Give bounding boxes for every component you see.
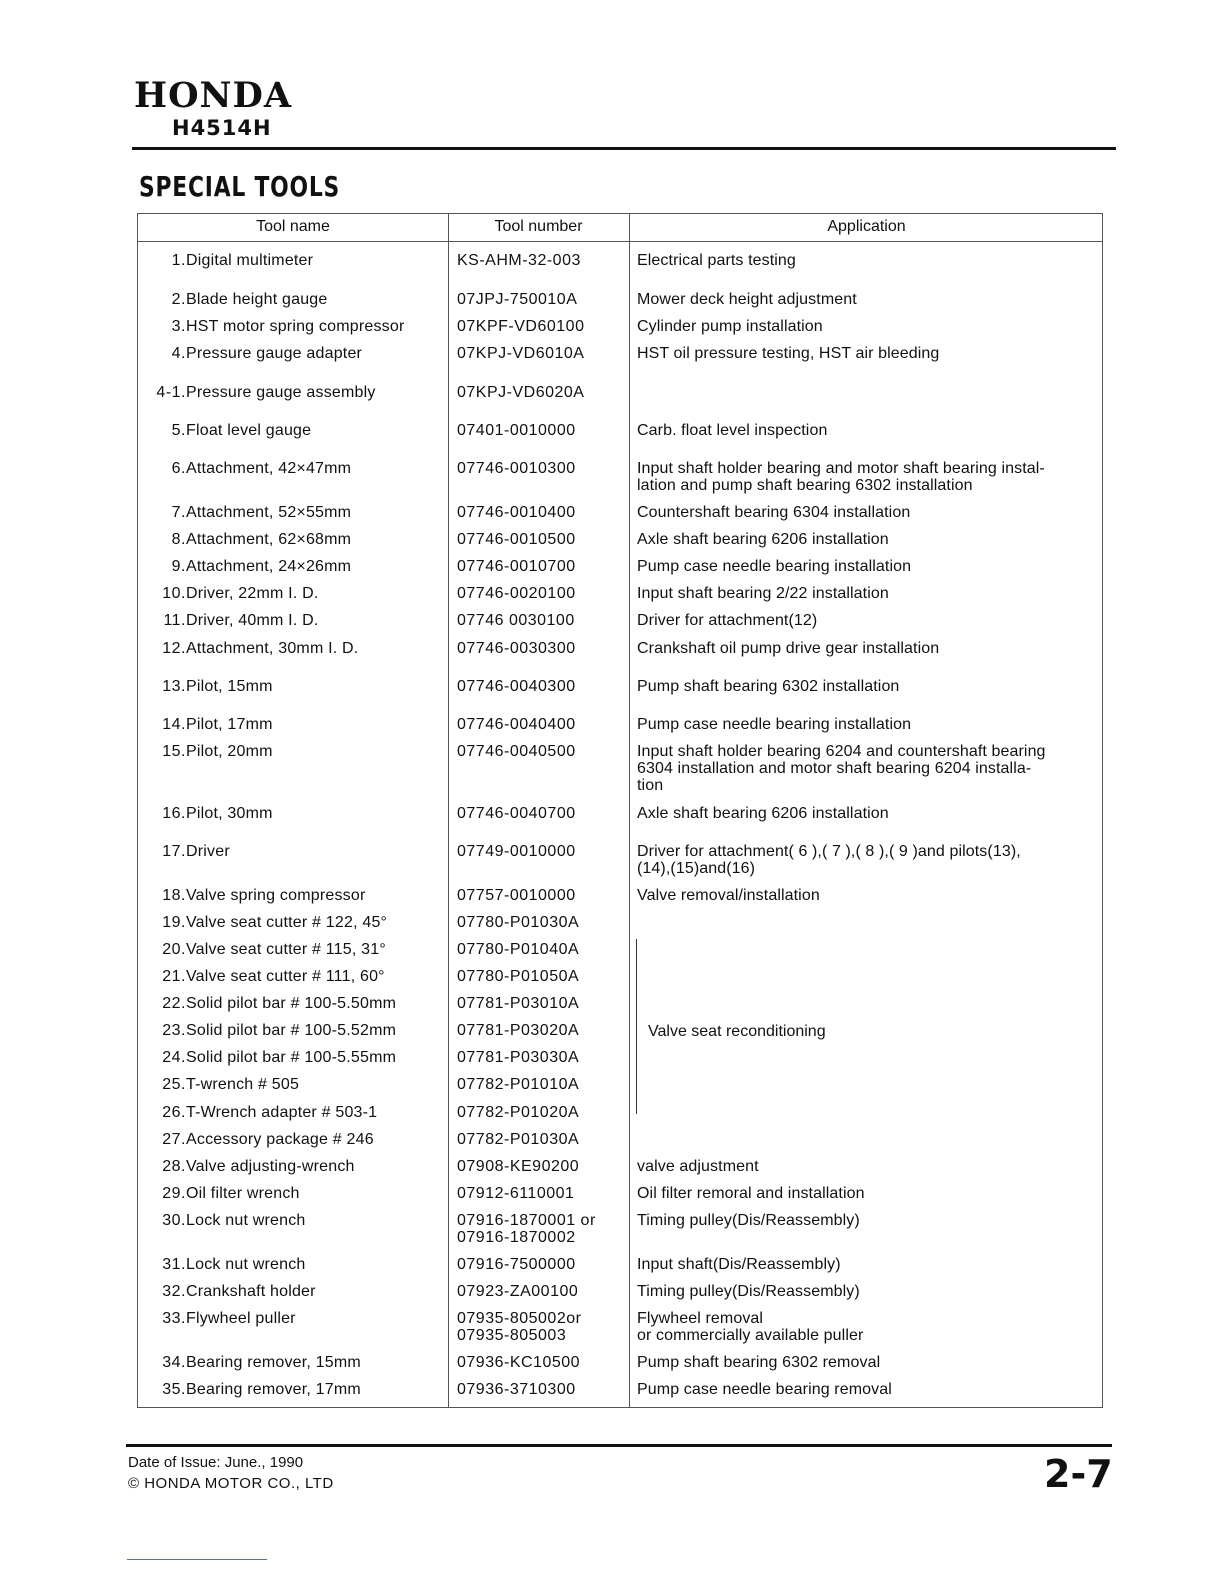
tool-number: 07KPJ-VD6010A <box>457 345 585 362</box>
row-number: 3. <box>171 318 186 335</box>
row-number: 17. <box>162 843 186 860</box>
tool-name: Blade height gauge <box>186 291 328 308</box>
tool-application: Pump shaft bearing 6302 removal <box>637 1354 881 1371</box>
tool-application: Axle shaft bearing 6206 installation <box>637 531 889 548</box>
row-number: 32. <box>162 1283 186 1300</box>
tool-application: Input shaft holder bearing 6204 and countershaft bearing 6304 installation and motor shaft bearing 6204 installa- tion <box>637 743 1046 794</box>
issue-date: Date of Issue: June., 1990 <box>128 1454 304 1471</box>
tool-name: Driver <box>186 843 230 860</box>
row-number: 29. <box>162 1185 186 1202</box>
tool-number: 07746-0010500 <box>457 531 576 548</box>
row-number: 20. <box>162 941 186 958</box>
tool-number: 07780-P01030A <box>457 914 580 931</box>
tool-name: HST motor spring compressor <box>186 318 405 335</box>
tool-application: Pump case needle bearing removal <box>637 1381 892 1398</box>
model-number: H4514H <box>172 116 272 140</box>
tool-name: Pressure gauge adapter <box>186 345 363 362</box>
row-number: 31. <box>162 1256 186 1273</box>
tool-number: 07746-0040700 <box>457 805 576 822</box>
tool-number: 07782-P01030A <box>457 1131 580 1148</box>
tool-name: Attachment, 42×47mm <box>186 460 352 477</box>
tool-application: Axle shaft bearing 6206 installation <box>637 805 889 822</box>
tool-number: 07746-0010400 <box>457 504 576 521</box>
row-number: 21. <box>162 968 186 985</box>
header-rule <box>132 147 1116 150</box>
tool-number: 07KPF-VD60100 <box>457 318 585 335</box>
row-number: 35. <box>162 1381 186 1398</box>
tool-application: Flywheel removal or commercially available puller <box>637 1310 864 1344</box>
tool-number: 07916-1870001 or 07916-1870002 <box>457 1212 596 1246</box>
tool-application: HST oil pressure testing, HST air bleeding <box>637 345 940 362</box>
tool-name: Bearing remover, 15mm <box>186 1354 361 1371</box>
tool-application: valve adjustment <box>637 1158 759 1175</box>
tool-application: Pump shaft bearing 6302 installation <box>637 678 900 695</box>
tool-application: Driver for attachment( 6 ),( 7 ),( 8 ),( 9 )and pilots(13), (14),(15)and(16) <box>637 843 1021 877</box>
row-number: 34. <box>162 1354 186 1371</box>
tool-application: Carb. float level inspection <box>637 422 828 439</box>
column-divider-2 <box>629 214 630 1407</box>
row-number: 27. <box>162 1131 186 1148</box>
tool-number: 07780-P01040A <box>457 941 580 958</box>
tool-application: Oil filter remoral and installation <box>637 1185 865 1202</box>
row-number: 10. <box>162 585 186 602</box>
tool-name: Solid pilot bar # 100-5.55mm <box>186 1049 397 1066</box>
tool-name: Valve seat cutter # 111, 60° <box>186 968 385 985</box>
row-number: 30. <box>162 1212 186 1229</box>
header-tool-number: Tool number <box>494 218 583 235</box>
tool-number: 07782-P01020A <box>457 1104 580 1121</box>
tool-name: Attachment, 30mm I. D. <box>186 640 359 657</box>
tool-number: 07746-0040500 <box>457 743 576 760</box>
tool-name: Driver, 40mm I. D. <box>186 612 319 629</box>
row-number: 19. <box>162 914 186 931</box>
tool-name: Attachment, 24×26mm <box>186 558 352 575</box>
section-title: SPECIAL TOOLS <box>139 170 341 203</box>
tool-number: KS-AHM-32-003 <box>457 252 581 269</box>
tool-application: Pump case needle bearing installation <box>637 558 912 575</box>
tool-application: Pump case needle bearing installation <box>637 716 912 733</box>
tool-name: Driver, 22mm I. D. <box>186 585 319 602</box>
tool-name: Valve seat cutter # 122, 45° <box>186 914 388 931</box>
tool-name: T-wrench # 505 <box>186 1076 300 1093</box>
tool-number: 07782-P01010A <box>457 1076 580 1093</box>
row-number: 9. <box>171 558 186 575</box>
tool-name: Attachment, 62×68mm <box>186 531 352 548</box>
row-number: 25. <box>162 1076 186 1093</box>
row-number: 7. <box>171 504 186 521</box>
tool-name: Digital multimeter <box>186 252 314 269</box>
tool-number: 07936-KC10500 <box>457 1354 581 1371</box>
tool-number: 07781-P03010A <box>457 995 580 1012</box>
header-tool-name: Tool name <box>256 218 330 235</box>
tool-name: T-Wrench adapter # 503-1 <box>186 1104 378 1121</box>
tool-number: 07746-0040400 <box>457 716 576 733</box>
tool-name: Accessory package # 246 <box>186 1131 374 1148</box>
tool-number: 07781-P03020A <box>457 1022 580 1039</box>
brand-logo: HONDA <box>134 75 293 116</box>
tool-number: 07780-P01050A <box>457 968 580 985</box>
tool-name: Flywheel puller <box>186 1310 296 1327</box>
tool-application: Electrical parts testing <box>637 252 796 269</box>
tool-name: Valve adjusting-wrench <box>186 1158 355 1175</box>
tool-number: 07746-0010300 <box>457 460 576 477</box>
tool-name: Pilot, 17mm <box>186 716 273 733</box>
row-number: 14. <box>162 716 186 733</box>
row-number: 8. <box>171 531 186 548</box>
tool-name: Bearing remover, 17mm <box>186 1381 361 1398</box>
row-number: 2. <box>171 291 186 308</box>
tool-application: Cylinder pump installation <box>637 318 823 335</box>
tool-name: Pilot, 30mm <box>186 805 273 822</box>
row-number: 12. <box>162 640 186 657</box>
row-number: 26. <box>162 1104 186 1121</box>
tool-application: Valve removal/installation <box>637 887 820 904</box>
row-number: 33. <box>162 1310 186 1327</box>
tool-number: 07746-0040300 <box>457 678 576 695</box>
tool-number: 07936-3710300 <box>457 1381 576 1398</box>
tool-application: Input shaft holder bearing and motor shaft bearing instal- lation and pump shaft bearing 6302 installation <box>637 460 1045 494</box>
row-number: 15. <box>162 743 186 760</box>
tool-name: Oil filter wrench <box>186 1185 300 1202</box>
tool-number: 07401-0010000 <box>457 422 576 439</box>
tool-name: Crankshaft holder <box>186 1283 316 1300</box>
tool-name: Lock nut wrench <box>186 1256 306 1273</box>
row-number: 5. <box>171 422 186 439</box>
tool-application: Timing pulley(Dis/Reassembly) <box>637 1283 860 1300</box>
tool-name: Pressure gauge assembly <box>186 384 376 401</box>
page-number: 2-7 <box>1044 1452 1113 1496</box>
tool-number: 07749-0010000 <box>457 843 576 860</box>
tool-application: Crankshaft oil pump drive gear installation <box>637 640 940 657</box>
row-number: 4-1. <box>156 384 186 401</box>
row-number: 6. <box>171 460 186 477</box>
tool-application: Driver for attachment(12) <box>637 612 818 629</box>
header-application: Application <box>827 218 906 235</box>
group-brace <box>636 939 637 1114</box>
row-number: 16. <box>162 805 186 822</box>
tool-application: Timing pulley(Dis/Reassembly) <box>637 1212 860 1229</box>
tool-number: 07746-0020100 <box>457 585 576 602</box>
column-divider-1 <box>448 214 449 1407</box>
tool-number: 07746-0030300 <box>457 640 576 657</box>
tool-name: Attachment, 52×55mm <box>186 504 352 521</box>
tool-number: 07KPJ-VD6020A <box>457 384 585 401</box>
tool-name: Lock nut wrench <box>186 1212 306 1229</box>
tool-number: 07935-805002or 07935-805003 <box>457 1310 582 1344</box>
row-number: 24. <box>162 1049 186 1066</box>
decorative-blue-line <box>127 1559 267 1560</box>
tool-number: 07781-P03030A <box>457 1049 580 1066</box>
tool-application: Input shaft(Dis/Reassembly) <box>637 1256 841 1273</box>
tool-name: Float level gauge <box>186 422 312 439</box>
tool-number: 07746-0010700 <box>457 558 576 575</box>
group-label: Valve seat reconditioning <box>648 1023 826 1040</box>
tool-application: Mower deck height adjustment <box>637 291 857 308</box>
tool-number: 07757-0010000 <box>457 887 576 904</box>
tool-name: Solid pilot bar # 100-5.52mm <box>186 1022 397 1039</box>
row-number: 1. <box>171 252 186 269</box>
tool-number: 07923-ZA00100 <box>457 1283 579 1300</box>
tool-name: Pilot, 20mm <box>186 743 273 760</box>
tool-name: Pilot, 15mm <box>186 678 273 695</box>
special-tools-table <box>137 213 1103 1408</box>
tool-number: 07746 0030100 <box>457 612 575 629</box>
copyright: © HONDA MOTOR CO., LTD <box>128 1475 334 1492</box>
row-number: 23. <box>162 1022 186 1039</box>
row-number: 13. <box>162 678 186 695</box>
tool-application: Input shaft bearing 2/22 installation <box>637 585 889 602</box>
row-number: 4. <box>171 345 186 362</box>
tool-number: 07JPJ-750010A <box>457 291 578 308</box>
tool-name: Valve seat cutter # 115, 31° <box>186 941 386 958</box>
footer-rule <box>126 1444 1112 1447</box>
row-number: 11. <box>163 612 186 629</box>
tool-number: 07912-6110001 <box>457 1185 575 1202</box>
tool-name: Solid pilot bar # 100-5.50mm <box>186 995 397 1012</box>
row-number: 22. <box>162 995 186 1012</box>
row-number: 28. <box>162 1158 186 1175</box>
tool-number: 07916-7500000 <box>457 1256 576 1273</box>
tool-application: Countershaft bearing 6304 installation <box>637 504 911 521</box>
row-number: 18. <box>162 887 186 904</box>
tool-name: Valve spring compressor <box>186 887 366 904</box>
header-divider <box>138 241 1102 242</box>
tool-number: 07908-KE90200 <box>457 1158 580 1175</box>
